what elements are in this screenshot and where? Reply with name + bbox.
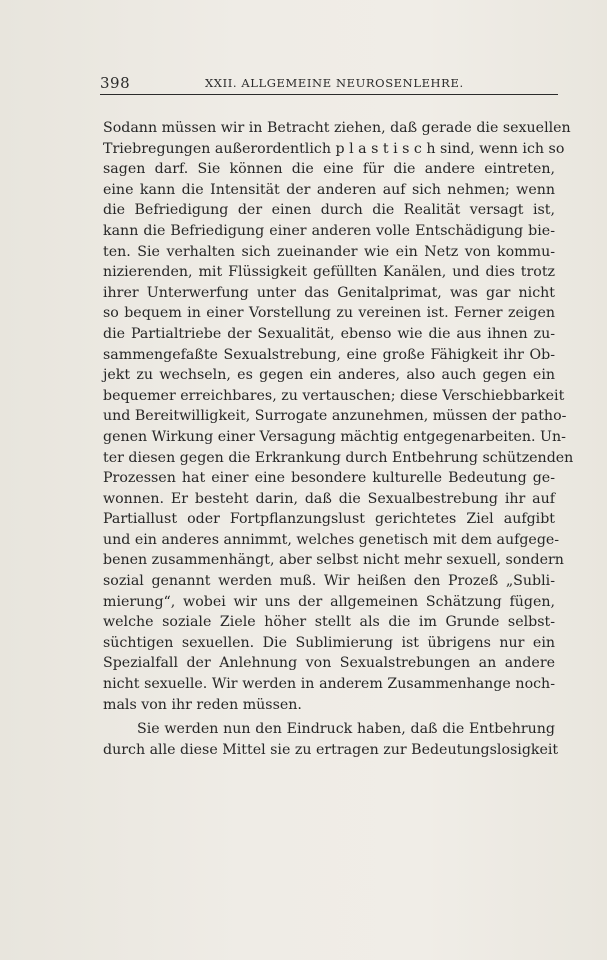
- page-number: 398: [100, 74, 131, 92]
- text-line: Partiallust oder Fortpflanzungslust gerichtetes Ziel aufgibt: [103, 511, 555, 528]
- body-text: [103, 118, 574, 760]
- text-line: benen zusammenhängt, aber selbst nicht mehr sexuell, sondern: [103, 552, 564, 569]
- text-line: mierung“, wobei wir uns der allgemeinen Schätzung fügen,: [103, 593, 555, 610]
- text-line: genen Wirkung einer Versagung mächtig entgegenarbeiten. Un-: [103, 428, 566, 445]
- text-line: Triebregungen außerordentlich p l a s t i s c h sind, wenn ich so: [103, 140, 565, 157]
- text-line: welche soziale Ziele höher stellt als die im Grunde selbst-: [103, 614, 555, 631]
- text-line: so bequem in einer Vorstellung zu vereinen ist. Ferner zeigen: [103, 305, 555, 322]
- text-line: sammengefaßte Sexualstrebung, eine große Fähigkeit ihr Ob-: [103, 346, 555, 363]
- text-line: ihrer Unterwerfung unter das Genitalprimat, was gar nicht: [103, 284, 555, 301]
- text-line-paragraph-start: Sie werden nun den Eindruck haben, daß die Entbehrung: [137, 721, 555, 738]
- text-line: kann die Befriedigung einer anderen volle Entschädigung bie-: [103, 222, 555, 239]
- text-line: jekt zu wechseln, es gegen ein anderes, also auch gegen ein: [103, 367, 555, 384]
- text-line: die Befriedigung der einen durch die Realität versagt ist,: [103, 202, 555, 219]
- text-line: wonnen. Er besteht darin, daß die Sexualbestrebung ihr auf: [103, 490, 555, 507]
- text-line: mals von ihr reden müssen.: [103, 696, 302, 713]
- text-line: süchtigen sexuellen. Die Sublimierung ist übrigens nur ein: [103, 634, 555, 651]
- text-line: die Partialtriebe der Sexualität, ebenso wie die aus ihnen zu-: [103, 325, 555, 342]
- page-header: [100, 74, 558, 95]
- text-line: eine kann die Intensität der anderen auf sich nehmen; wenn: [103, 181, 555, 198]
- text-line: Spezialfall der Anlehnung von Sexualstrebungen an andere: [103, 655, 555, 672]
- text-line: bequemer erreichbares, zu vertauschen; diese Verschiebbarkeit: [103, 387, 565, 404]
- running-head: XXII. ALLGEMEINE NEUROSENLEHRE.: [205, 76, 464, 90]
- text-line: ten. Sie verhalten sich zueinander wie ein Netz von kommu-: [103, 243, 555, 260]
- text-line: nizierenden, mit Flüssigkeit gefüllten Kanälen, und dies trotz: [103, 264, 555, 281]
- text-line: nicht sexuelle. Wir werden in anderem Zusammenhange noch-: [103, 676, 555, 693]
- text-line: und Bereitwilligkeit, Surrogate anzunehmen, müssen der patho-: [103, 408, 567, 425]
- text-line: sagen darf. Sie können die eine für die andere eintreten,: [103, 161, 555, 178]
- text-line: und ein anderes annimmt, welches genetisch mit dem aufgege-: [103, 531, 560, 548]
- text-line: durch alle diese Mittel sie zu ertragen zur Bedeutungslosigkeit: [103, 741, 559, 758]
- text-line: sozial genannt werden muß. Wir heißen den Prozeß „Subli-: [103, 573, 555, 590]
- text-line: Sodann müssen wir in Betracht ziehen, daß gerade die sexuellen: [103, 120, 571, 136]
- text-line: ter diesen gegen die Erkrankung durch Entbehrung schützenden: [103, 449, 574, 466]
- text-line: Prozessen hat einer eine besondere kulturelle Bedeutung ge-: [103, 470, 555, 487]
